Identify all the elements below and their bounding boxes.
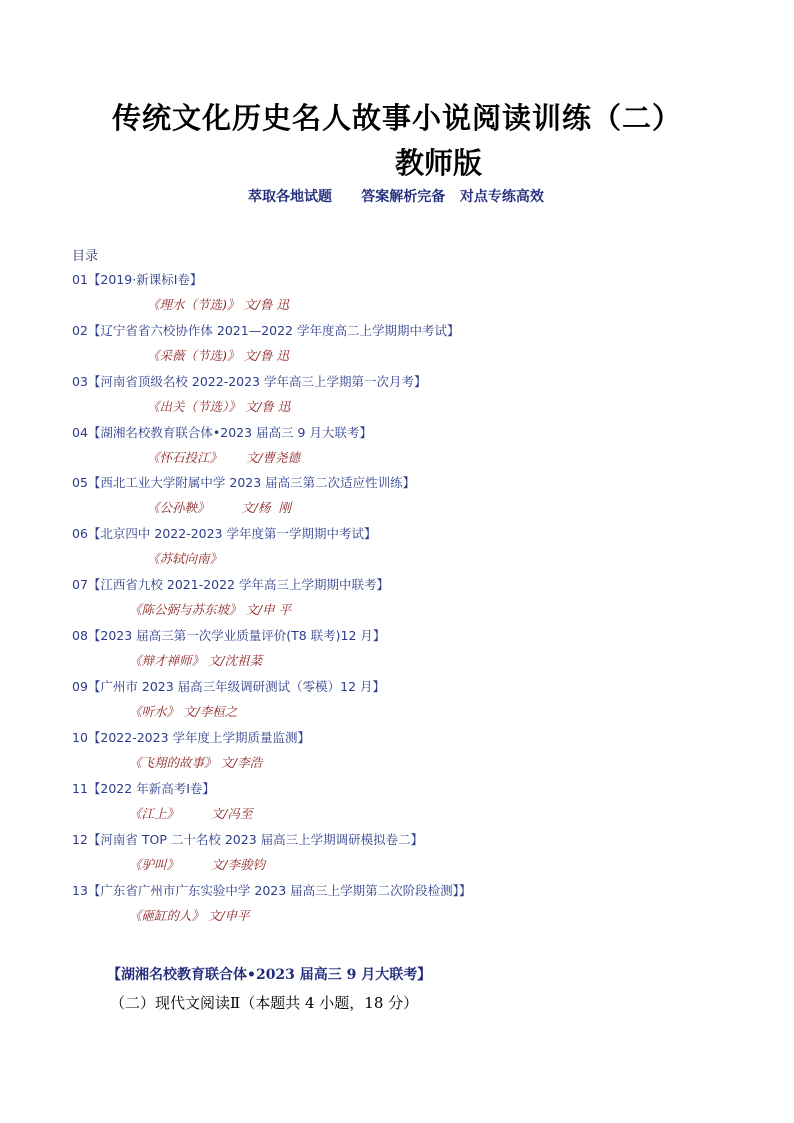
toc-item-work: 《出关（节选）》 文/鲁 迅 [147, 399, 291, 414]
section-subheading: （二）现代文阅读Ⅱ（本题共 4 小题，18 分） [110, 994, 419, 1012]
toc-item-source[interactable]: 13【广东省广州市广东实验中学 2023 届高三上学期第二次阶段检测】】 [72, 883, 472, 898]
toc-label: 目录 [72, 249, 99, 264]
toc-item-work: 《公孙鞅》 文/杨 刚 [147, 500, 291, 515]
toc-item-work: 《砸缸的人》 文/申平 [129, 908, 250, 923]
toc-item-source[interactable]: 03【河南省顶级名校 2022-2023 学年高三上学期第一次月考】 [72, 374, 427, 389]
toc-item-work: 《理水（节选)》 文/鲁 迅 [147, 297, 290, 312]
toc-item-source[interactable]: 06【北京四中 2022-2023 学年度第一学期期中考试】 [72, 526, 377, 541]
toc-item-work: 《怀石投江》 文/曹尧德 [147, 450, 301, 465]
slogan: 萃取各地试题 答案解析完备 对点专练高效 [248, 189, 544, 205]
toc-item-work: 《辩才禅师》 文/沈祖棻 [129, 653, 263, 668]
toc-item-source[interactable]: 12【河南省 TOP 二十名校 2023 届高三上学期调研模拟卷二】 [72, 832, 424, 847]
toc-item-source[interactable]: 09【广州市 2023 届高三年级调研测试（零模）12 月】 [72, 679, 386, 694]
toc-item-work: 《驴叫》 文/李骏钧 [129, 857, 265, 872]
document-title: 传统文化历史名人故事小说阅读训练（二） [111, 101, 682, 135]
toc-item-source[interactable]: 08【2023 届高三第一次学业质量评价(T8 联考)12 月】 [72, 628, 386, 643]
toc-item-work: 《苏轼向南》 [147, 551, 223, 566]
toc-item-work: 《采薇（节选)》 文/鲁 迅 [147, 348, 290, 363]
toc-item-source[interactable]: 01【2019·新课标Ⅰ卷】 [72, 272, 203, 287]
toc-item-work: 《陈公弼与苏东坡》 文/申 平 [129, 602, 292, 617]
toc-item-work: 《飞翔的故事》 文/李浩 [129, 755, 263, 770]
toc-item-source[interactable]: 04【湖湘名校教育联合体•2023 届高三 9 月大联考】 [72, 425, 372, 440]
toc-item-source[interactable]: 02【辽宁省省六校协作体 2021—2022 学年度高二上学期期中考试】 [72, 323, 460, 338]
document-subtitle: 教师版 [395, 146, 483, 180]
toc-item-work: 《听水》 文/李桓之 [129, 704, 238, 719]
toc-item-source[interactable]: 05【西北工业大学附属中学 2023 届高三第二次适应性训练】 [72, 475, 416, 490]
toc-item-work: 《江上》 文/冯至 [129, 806, 253, 821]
toc-item-source[interactable]: 11【2022 年新高考Ⅰ卷】 [72, 781, 215, 796]
section-heading: 【湖湘名校教育联合体•2023 届高三 9 月大联考】 [107, 967, 432, 983]
toc-item-source[interactable]: 10【2022-2023 学年度上学期质量监测】 [72, 730, 311, 745]
toc-item-source[interactable]: 07【江西省九校 2021-2022 学年高三上学期期中联考】 [72, 577, 389, 592]
